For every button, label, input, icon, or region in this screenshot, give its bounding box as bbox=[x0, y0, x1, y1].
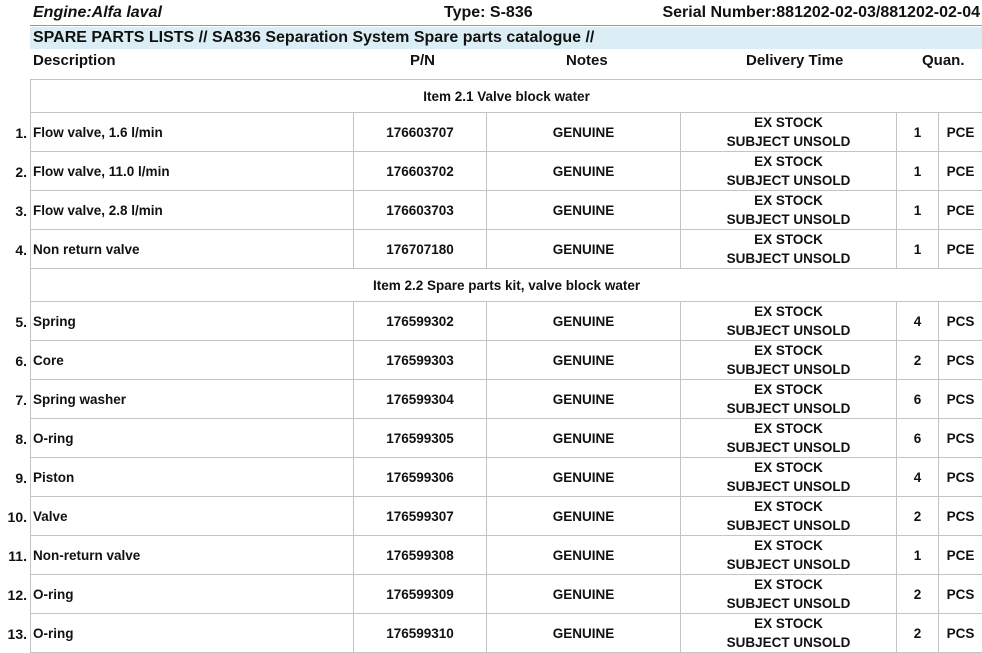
notes-cell: GENUINE bbox=[487, 113, 681, 152]
description-cell bbox=[31, 419, 354, 458]
document-header bbox=[0, 0, 982, 26]
unit-cell: PCS bbox=[939, 614, 982, 653]
row-number: 6. bbox=[1, 353, 27, 369]
column-header-pn: P/N bbox=[410, 52, 435, 69]
part-number-cell: 176599302 bbox=[354, 302, 487, 341]
part-number-cell: 176603702 bbox=[354, 152, 487, 191]
delivery-time-cell bbox=[681, 575, 897, 614]
delivery-stock-status: EX STOCK bbox=[681, 302, 896, 321]
unit-cell: PCS bbox=[939, 419, 982, 458]
column-headers bbox=[0, 50, 982, 78]
part-description: O-ring bbox=[33, 587, 74, 602]
notes-cell: GENUINE bbox=[487, 497, 681, 536]
table-row bbox=[31, 458, 982, 497]
delivery-condition: SUBJECT UNSOLD bbox=[681, 555, 896, 574]
part-description: Piston bbox=[33, 470, 74, 485]
row-number: 2. bbox=[1, 164, 27, 180]
description-cell bbox=[31, 341, 354, 380]
row-number: 7. bbox=[1, 392, 27, 408]
delivery-condition: SUBJECT UNSOLD bbox=[681, 171, 896, 190]
part-description: Valve bbox=[33, 509, 68, 524]
delivery-condition: SUBJECT UNSOLD bbox=[681, 516, 896, 535]
description-cell bbox=[31, 113, 354, 152]
delivery-condition: SUBJECT UNSOLD bbox=[681, 633, 896, 652]
serial-number-label: Serial Number:881202-02-03/881202-02-04 bbox=[662, 4, 980, 22]
row-number: 4. bbox=[1, 242, 27, 258]
delivery-stock-status: EX STOCK bbox=[681, 536, 896, 555]
notes-cell: GENUINE bbox=[487, 419, 681, 458]
table-row bbox=[31, 419, 982, 458]
delivery-time-cell bbox=[681, 113, 897, 152]
part-number-cell: 176599306 bbox=[354, 458, 487, 497]
description-cell bbox=[31, 497, 354, 536]
delivery-time-cell bbox=[681, 152, 897, 191]
delivery-stock-status: EX STOCK bbox=[681, 380, 896, 399]
quantity-cell: 1 bbox=[897, 191, 939, 230]
table-row bbox=[31, 302, 982, 341]
part-description: Flow valve, 11.0 l/min bbox=[33, 164, 170, 179]
delivery-stock-status: EX STOCK bbox=[681, 113, 896, 132]
part-number-cell: 176599309 bbox=[354, 575, 487, 614]
part-number-cell: 176599307 bbox=[354, 497, 487, 536]
part-description: Flow valve, 1.6 l/min bbox=[33, 125, 163, 140]
delivery-condition: SUBJECT UNSOLD bbox=[681, 210, 896, 229]
delivery-time-cell bbox=[681, 380, 897, 419]
unit-cell: PCS bbox=[939, 341, 982, 380]
part-number-cell: 176599305 bbox=[354, 419, 487, 458]
delivery-time-cell bbox=[681, 341, 897, 380]
delivery-stock-status: EX STOCK bbox=[681, 419, 896, 438]
delivery-condition: SUBJECT UNSOLD bbox=[681, 249, 896, 268]
catalogue-title: SPARE PARTS LISTS // SA836 Separation System Spare parts catalogue // bbox=[33, 29, 594, 47]
description-cell bbox=[31, 614, 354, 653]
quantity-cell: 2 bbox=[897, 575, 939, 614]
row-number: 13. bbox=[1, 626, 27, 642]
row-number: 9. bbox=[1, 470, 27, 486]
notes-cell: GENUINE bbox=[487, 302, 681, 341]
delivery-time-cell bbox=[681, 302, 897, 341]
column-header-delivery-time: Delivery Time bbox=[746, 52, 843, 69]
delivery-stock-status: EX STOCK bbox=[681, 458, 896, 477]
notes-cell: GENUINE bbox=[487, 341, 681, 380]
section-title: Item 2.2 Spare parts kit, valve block water bbox=[31, 269, 982, 302]
table-row bbox=[31, 230, 982, 269]
part-number-cell: 176603707 bbox=[354, 113, 487, 152]
quantity-cell: 1 bbox=[897, 230, 939, 269]
description-cell bbox=[31, 302, 354, 341]
quantity-cell: 6 bbox=[897, 380, 939, 419]
delivery-time-cell bbox=[681, 497, 897, 536]
notes-cell: GENUINE bbox=[487, 152, 681, 191]
unit-cell: PCS bbox=[939, 380, 982, 419]
part-description: O-ring bbox=[33, 626, 74, 641]
notes-cell: GENUINE bbox=[487, 536, 681, 575]
quantity-cell: 2 bbox=[897, 614, 939, 653]
table-row bbox=[31, 152, 982, 191]
part-number-cell: 176599308 bbox=[354, 536, 487, 575]
description-cell bbox=[31, 191, 354, 230]
delivery-condition: SUBJECT UNSOLD bbox=[681, 594, 896, 613]
quantity-cell: 2 bbox=[897, 341, 939, 380]
description-cell bbox=[31, 152, 354, 191]
table-row bbox=[31, 575, 982, 614]
notes-cell: GENUINE bbox=[487, 614, 681, 653]
delivery-time-cell bbox=[681, 536, 897, 575]
part-number-cell: 176603703 bbox=[354, 191, 487, 230]
row-number: 11. bbox=[1, 548, 27, 564]
unit-cell: PCS bbox=[939, 302, 982, 341]
part-description: Flow valve, 2.8 l/min bbox=[33, 203, 163, 218]
column-header-quantity: Quan. bbox=[922, 52, 965, 69]
row-number: 8. bbox=[1, 431, 27, 447]
delivery-stock-status: EX STOCK bbox=[681, 575, 896, 594]
delivery-stock-status: EX STOCK bbox=[681, 230, 896, 249]
delivery-time-cell bbox=[681, 191, 897, 230]
quantity-cell: 4 bbox=[897, 458, 939, 497]
section-title: Item 2.1 Valve block water bbox=[31, 80, 982, 113]
part-number-cell: 176599304 bbox=[354, 380, 487, 419]
table-row bbox=[31, 191, 982, 230]
delivery-time-cell bbox=[681, 614, 897, 653]
row-number: 10. bbox=[1, 509, 27, 525]
notes-cell: GENUINE bbox=[487, 458, 681, 497]
table-row bbox=[31, 380, 982, 419]
unit-cell: PCE bbox=[939, 113, 982, 152]
delivery-condition: SUBJECT UNSOLD bbox=[681, 321, 896, 340]
unit-cell: PCE bbox=[939, 152, 982, 191]
delivery-stock-status: EX STOCK bbox=[681, 341, 896, 360]
column-header-description: Description bbox=[33, 52, 116, 69]
delivery-stock-status: EX STOCK bbox=[681, 152, 896, 171]
description-cell bbox=[31, 230, 354, 269]
part-description: Spring washer bbox=[33, 392, 126, 407]
quantity-cell: 2 bbox=[897, 497, 939, 536]
unit-cell: PCS bbox=[939, 458, 982, 497]
unit-cell: PCE bbox=[939, 230, 982, 269]
spare-parts-table-body bbox=[31, 80, 982, 653]
table-row bbox=[31, 614, 982, 653]
delivery-condition: SUBJECT UNSOLD bbox=[681, 438, 896, 457]
quantity-cell: 1 bbox=[897, 152, 939, 191]
notes-cell: GENUINE bbox=[487, 191, 681, 230]
section-header-row bbox=[31, 80, 982, 113]
description-cell bbox=[31, 536, 354, 575]
part-description: Spring bbox=[33, 314, 76, 329]
row-number: 12. bbox=[1, 587, 27, 603]
delivery-stock-status: EX STOCK bbox=[681, 497, 896, 516]
quantity-cell: 6 bbox=[897, 419, 939, 458]
table-row bbox=[31, 341, 982, 380]
header-divider bbox=[30, 25, 982, 26]
delivery-stock-status: EX STOCK bbox=[681, 614, 896, 633]
description-cell bbox=[31, 458, 354, 497]
unit-cell: PCS bbox=[939, 497, 982, 536]
spare-parts-table bbox=[30, 79, 982, 653]
delivery-time-cell bbox=[681, 419, 897, 458]
delivery-time-cell bbox=[681, 458, 897, 497]
description-cell bbox=[31, 380, 354, 419]
type-label: Type: S-836 bbox=[444, 4, 533, 22]
part-description: O-ring bbox=[33, 431, 74, 446]
delivery-condition: SUBJECT UNSOLD bbox=[681, 477, 896, 496]
delivery-condition: SUBJECT UNSOLD bbox=[681, 360, 896, 379]
column-header-notes: Notes bbox=[566, 52, 608, 69]
table-row bbox=[31, 113, 982, 152]
engine-label: Engine:Alfa laval bbox=[33, 4, 162, 22]
unit-cell: PCE bbox=[939, 191, 982, 230]
quantity-cell: 1 bbox=[897, 536, 939, 575]
unit-cell: PCE bbox=[939, 536, 982, 575]
quantity-cell: 4 bbox=[897, 302, 939, 341]
table-row bbox=[31, 536, 982, 575]
notes-cell: GENUINE bbox=[487, 230, 681, 269]
quantity-cell: 1 bbox=[897, 113, 939, 152]
part-number-cell: 176599310 bbox=[354, 614, 487, 653]
description-cell bbox=[31, 575, 354, 614]
table-row bbox=[31, 497, 982, 536]
section-header-row bbox=[31, 269, 982, 302]
delivery-time-cell bbox=[681, 230, 897, 269]
catalogue-title-bar bbox=[30, 27, 982, 49]
row-number: 5. bbox=[1, 314, 27, 330]
part-description: Non-return valve bbox=[33, 548, 140, 563]
notes-cell: GENUINE bbox=[487, 575, 681, 614]
delivery-condition: SUBJECT UNSOLD bbox=[681, 132, 896, 151]
part-description: Core bbox=[33, 353, 64, 368]
unit-cell: PCS bbox=[939, 575, 982, 614]
row-number: 1. bbox=[1, 125, 27, 141]
delivery-condition: SUBJECT UNSOLD bbox=[681, 399, 896, 418]
notes-cell: GENUINE bbox=[487, 380, 681, 419]
part-number-cell: 176599303 bbox=[354, 341, 487, 380]
part-number-cell: 176707180 bbox=[354, 230, 487, 269]
row-number: 3. bbox=[1, 203, 27, 219]
delivery-stock-status: EX STOCK bbox=[681, 191, 896, 210]
part-description: Non return valve bbox=[33, 242, 140, 257]
